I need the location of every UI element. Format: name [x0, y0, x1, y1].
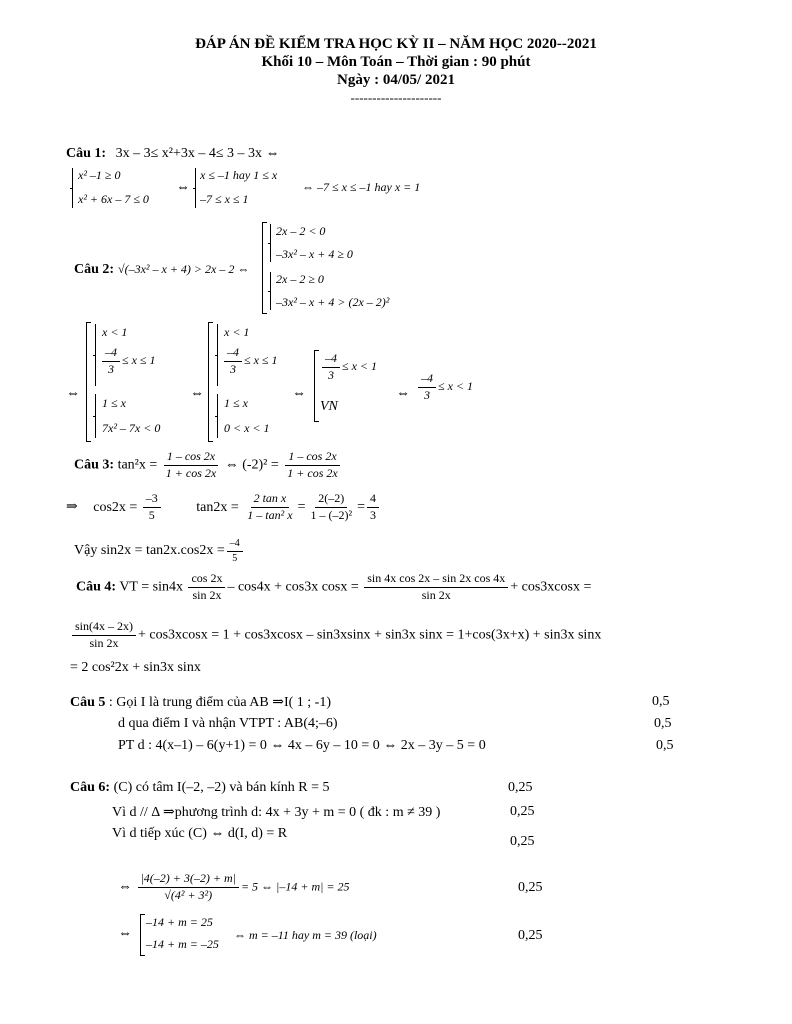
q6-l1: (C) có tâm I(–2, –2) và bán kính R = 5 — [113, 780, 330, 795]
q3-eq-1: = — [297, 499, 306, 515]
q6-score-1: 0,25 — [508, 780, 533, 795]
q2-r1d: 7x² – 7x < 0 — [102, 421, 161, 435]
q5-l3: PT d : 4(x–1) – 6(y+1) = 0 ⇔ 4x – 6y – 10 = 0 ⇔ 2x – 3y – 5 = 0 — [118, 738, 486, 753]
q3-line1 — [74, 450, 343, 481]
q2-r3a-den: 3 — [328, 367, 334, 382]
q2-brace-4 — [95, 394, 96, 438]
q4-line2 — [70, 620, 601, 651]
q3-line2 — [66, 492, 381, 523]
exam-date: Ngày : 04/05/ 2021 — [337, 72, 455, 88]
q3-cos-num: –3 — [143, 492, 161, 508]
q2-r2b — [222, 346, 278, 377]
q2-case2-a: 2x – 2 ≥ 0 — [276, 272, 324, 286]
q2-r1a: x < 1 — [102, 325, 128, 339]
q3-cos-den: 5 — [148, 507, 155, 522]
q1-sys1-b: x² + 6x – 7 ≤ 0 — [78, 192, 149, 206]
q2-r2b-rest: ≤ x ≤ 1 — [244, 353, 278, 368]
q3-f-den: 1 + cos 2x — [165, 465, 217, 480]
q6-line1 — [70, 780, 329, 796]
q1-sys1-a: x² –1 ≥ 0 — [78, 168, 121, 182]
q2-r3a-num: –4 — [322, 352, 340, 368]
q6-score-3: 0,25 — [510, 834, 535, 849]
q2-r3b: VN — [320, 399, 338, 414]
q4-f3-num: sin(4x – 2x) — [72, 620, 136, 636]
q6-l4 — [118, 872, 350, 903]
q1-equiv-arrow: ⇔ — [176, 180, 190, 195]
q2-label: Câu 2: — [74, 262, 115, 277]
q5-line1 — [70, 694, 331, 711]
q6-score-4: 0,25 — [518, 880, 543, 895]
q6-l5-arrow: ⇔ — [118, 926, 132, 941]
q1-result: ⇔ –7 ≤ x ≤ –1 hay x = 1 — [302, 180, 421, 194]
q4-line3: = 2 cos²2x + sin3x sinx — [70, 660, 201, 675]
q5-l2: d qua điểm I và nhận VTPT : AB(4;–6) — [118, 716, 338, 731]
q2-r3a-rest: ≤ x < 1 — [342, 359, 378, 374]
q6-l5a: –14 + m = 25 — [146, 915, 213, 929]
q3-conc-den: 5 — [232, 552, 238, 564]
q1-sys2-b: –7 ≤ x ≤ 1 — [200, 192, 249, 206]
q4-mid2: + cos3xcosx = — [510, 579, 592, 595]
q5-l1: : Gọi I là trung điểm của AB ⇒I( 1 ; -1) — [108, 695, 331, 710]
q4-f3-den: sin 2x — [89, 635, 119, 650]
q2-bracket-2 — [86, 322, 91, 442]
q5-score-3: 0,5 — [656, 738, 674, 753]
q2-final-rest: ≤ x < 1 — [438, 379, 474, 394]
q2-brace-3 — [95, 324, 96, 386]
q2-r1b — [100, 346, 156, 377]
q1-line1 — [66, 146, 280, 162]
q2-r1b-num: –4 — [102, 346, 120, 362]
q3-tan2-num: 2(–2) — [315, 492, 347, 508]
q2-r2b-num: –4 — [224, 346, 242, 362]
q6-l4-num: |4(–2) + 3(–2) + m| — [138, 872, 239, 888]
q4-f1-num: cos 2x — [188, 572, 225, 588]
q6-l4-arrow: ⇔ — [118, 879, 132, 895]
q3-f2-den: 1 + cos 2x — [287, 465, 338, 480]
q2-bracket-3 — [208, 322, 213, 442]
q1-inequality: 3x – 3≤ x²+3x – 4≤ 3 – 3x ⇔ — [115, 146, 280, 161]
q2-final-num: –4 — [418, 372, 436, 388]
q2-bracket-4 — [314, 350, 319, 422]
q3-tan-label: tan2x = — [196, 499, 239, 515]
q2-r1c: 1 ≤ x — [102, 396, 126, 410]
q6-score-2: 0,25 — [510, 804, 535, 819]
q3-conclusion — [74, 538, 245, 564]
q2-case1-a: 2x – 2 < 0 — [276, 224, 326, 238]
q3-label: Câu 3: — [74, 457, 115, 473]
q2-final-den: 3 — [424, 387, 430, 402]
q2-arrow-4: ⇔ — [396, 386, 410, 401]
q4-f1-den: sin 2x — [192, 587, 222, 602]
q6-l5-bracket — [140, 914, 145, 956]
page-subtitle: Khối 10 – Môn Toán – Thời gian : 90 phút — [261, 54, 531, 70]
q3-tan3-num: 4 — [367, 492, 379, 508]
q2-brace-6 — [217, 394, 218, 438]
q5-score-1: 0,5 — [652, 694, 670, 709]
q2-r3a — [320, 352, 377, 383]
q3-eq-2: = — [357, 499, 365, 515]
q2-r2a: x < 1 — [224, 325, 250, 339]
q3-f2-num: 1 – cos 2x — [285, 450, 339, 466]
q2-brace-5 — [217, 324, 218, 386]
q2-r2b-den: 3 — [230, 361, 236, 376]
q6-l5b: –14 + m = –25 — [146, 937, 219, 951]
q4-f2-den: sin 2x — [421, 587, 451, 602]
q2-arrow-2: ⇔ — [190, 386, 204, 401]
q5-label: Câu 5 — [70, 695, 106, 710]
q2-r2d: 0 < x < 1 — [224, 421, 270, 435]
q6-l3: Vì d tiếp xúc (C) ⇔ d(I, d) = R — [112, 826, 288, 841]
q6-label: Câu 6: — [70, 780, 111, 795]
q6-l4-rest: = 5 ⇔ |–14 + m| = 25 — [240, 879, 350, 894]
header-rule: --------------------- — [350, 90, 442, 105]
q1-sys2-a: x ≤ –1 hay 1 ≤ x — [200, 168, 278, 182]
q6-l5-rest: ⇔ m = –11 hay m = 39 (loại) — [234, 928, 377, 942]
q2-case2-b: –3x² – x + 4 > (2x – 2)² — [276, 295, 390, 309]
q2-final — [416, 372, 473, 403]
q2-lhs: √(–3x² – x + 4) > 2x – 2 ⇔ — [118, 262, 250, 276]
q3-conc-num: –4 — [227, 538, 243, 552]
q4-vt: VT = sin4x — [119, 579, 183, 595]
q3-lhs: tan²x = — [117, 457, 158, 473]
q2-r1b-den: 3 — [108, 361, 114, 376]
q3-f-num: 1 – cos 2x — [164, 450, 218, 466]
q1-system-brace-1 — [72, 168, 73, 208]
q6-l2: Vì d // Δ ⇒phương trình d: 4x + 3y + m = 0 ( đk : m ≠ 39 ) — [112, 805, 441, 820]
q3-cos-label: cos2x = — [93, 499, 138, 515]
q3-tan3-den: 3 — [369, 507, 376, 522]
q2-brace-2 — [270, 272, 271, 310]
q4-mid1: – cos4x + cos3x cosx = — [227, 579, 359, 595]
q2-case1-b: –3x² – x + 4 ≥ 0 — [276, 247, 353, 261]
q2-r2c: 1 ≤ x — [224, 396, 248, 410]
q3-conc-text: Vậy sin2x = tan2x.cos2x = — [74, 543, 225, 559]
q6-score-5: 0,25 — [518, 928, 543, 943]
q2-arrow-3: ⇔ — [292, 386, 306, 401]
q6-l4-den: √(4² + 3²) — [164, 887, 213, 902]
q3-mid: ⇔ (-2)² = — [224, 457, 279, 473]
q2-r1b-rest: ≤ x ≤ 1 — [122, 353, 156, 368]
q2-brace-1 — [270, 224, 271, 262]
q4-line1 — [76, 572, 591, 603]
q5-score-2: 0,5 — [654, 716, 672, 731]
page-title: ĐÁP ÁN ĐỀ KIỂM TRA HỌC KỲ II – NĂM HỌC 2020--2021 — [195, 36, 597, 52]
q3-implies: ⇒ — [66, 499, 78, 515]
q4-label: Câu 4: — [76, 579, 117, 595]
q1-system-brace-2 — [195, 168, 196, 208]
q1-label: Câu 1: — [66, 146, 107, 161]
q4-f2-num: sin 4x cos 2x – sin 2x cos 4x — [364, 572, 508, 588]
q3-tan-num: 2 tan x — [251, 492, 290, 508]
q2-or-bracket — [262, 222, 267, 314]
q2-arrow-1: ⇔ — [66, 386, 80, 401]
q3-tan-den: 1 – tan² x — [247, 507, 293, 522]
q4-line2-text: + cos3xcosx = 1 + cos3xcosx – sin3xsinx + sin3x sinx = 1+cos(3x+x) + sin3x sinx — [138, 627, 602, 643]
q3-tan2-den: 1 – (–2)² — [310, 507, 353, 522]
